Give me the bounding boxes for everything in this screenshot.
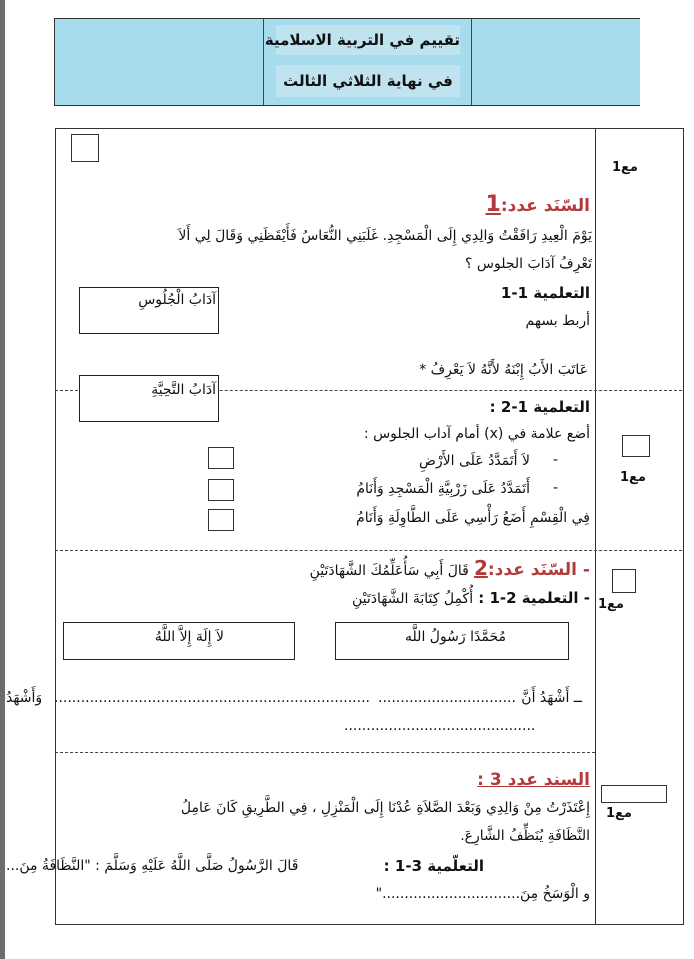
task3-1-title-text: التعلّمية 3-1 : xyxy=(383,857,484,875)
criterion-label-1: مع1 xyxy=(612,160,638,175)
shahada-box-god-label: لاَ إِلَهَ إِلاَّ اللَّهُ xyxy=(154,629,224,645)
option1-text: لاَ أَتَمَدَّدُ عَلَى الأَرْضِ xyxy=(418,453,530,469)
header-cell-right xyxy=(471,19,640,105)
option2-dash: - xyxy=(553,480,559,496)
score-box-4[interactable] xyxy=(601,785,667,803)
shahada-box-god xyxy=(63,622,295,660)
sanad2-heading: - السّنَد عدد:2 قَالَ أَبِي سَأُعَلِّمُكَ الشَّهَادَتَيْنِ xyxy=(309,556,590,580)
header-title-line2: في نهاية الثلاثي الثالث xyxy=(276,65,460,97)
task1-1-statement: عَاتَبَ الأَبُ إِبْنَهُ لأَنَّهُ لاَ يَعْرِفُ * xyxy=(419,362,588,378)
shahada-line1-dots-long[interactable]: ....................................................................... xyxy=(54,690,370,706)
option1-dash: - xyxy=(553,452,559,468)
score-box-1[interactable] xyxy=(71,134,99,162)
shahada-line1-end: وَأَشْهَدُ xyxy=(6,690,43,706)
match-box-greeting-manners[interactable] xyxy=(79,375,219,422)
shahada-box-messenger xyxy=(335,622,569,660)
sanad3-text-line2: النَّظَافَةِ يُنَظِّفُ الشَّارِعَ. xyxy=(460,828,590,844)
header-table xyxy=(54,18,640,106)
option2-checkbox[interactable] xyxy=(208,479,234,501)
header-title-line1: تقييم في التربية الاسلامية xyxy=(276,25,460,55)
sanad1-text-line1: يَوْمَ الْعِيدِ رَافَقْتُ وَالِدِي إِلَى الْمَسْجِدِ. غَلَبَنِي النُّعَاسُ فَأَيْقَظَنِي وَقَالَ لِي أَلاَ xyxy=(178,228,592,244)
option3-text: فِي الْقِسْمِ أَضَعُ رَأْسِي عَلَى الطَّاوِلَةِ وَأَنَامُ xyxy=(356,510,590,526)
task3-1-line2[interactable]: و الْوَسَخُ مِنَ..............................." xyxy=(375,886,590,902)
sanad2-label: السّنَد عدد: xyxy=(487,560,578,580)
shahada-box-messenger-label: مُحَمَّدًا رَسُولُ اللَّه xyxy=(405,629,506,645)
task2-1-heading: - التعلمية 2-1 : أُكْمِلُ كِتَابَةَ الشَّهَادَتَيْنِ xyxy=(352,589,590,607)
task3-1-text: قَالَ الرَّسُولُ صَلَّى اللَّهُ عَلَيْهِ وَسَلَّمَ : "النَّظَافَةُ مِنَ... xyxy=(6,858,299,874)
score-box-2[interactable] xyxy=(622,435,650,457)
task1-1-instruction: أربط بسهم xyxy=(525,313,590,329)
match-box-sitting-manners[interactable] xyxy=(79,287,219,334)
sanad2-text: قَالَ أَبِي سَأُعَلِّمُكَ الشَّهَادَتَيْنِ xyxy=(309,563,469,579)
sanad1-text-line2: تَعْرِفُ آدَابَ الجلوس ؟ xyxy=(464,256,592,272)
criterion-label-2: مع1 xyxy=(620,470,646,485)
separator-2 xyxy=(55,550,682,551)
shahada-line1-start-text: أَشْهَدُ أَنَّ xyxy=(521,690,570,706)
sanad1-heading xyxy=(486,192,590,217)
task1-2-title: التعلمية 1-2 : xyxy=(489,398,590,416)
option2-text: أَتَمَدَّدُ عَلَى زَرْبِيَّةِ الْمَسْجِدِ وَأَنَامُ xyxy=(356,481,530,497)
task2-1-title: التعلمية 2-1 : xyxy=(478,589,579,607)
shahada-line1-dots[interactable]: ............................... xyxy=(378,690,516,706)
criteria-column-divider xyxy=(595,128,596,924)
score-box-3[interactable] xyxy=(612,569,636,593)
option1-checkbox[interactable] xyxy=(208,447,234,469)
option3-checkbox[interactable] xyxy=(208,509,234,531)
sanad1-number: 1 xyxy=(485,192,501,217)
criterion-label-4: مع1 xyxy=(606,806,632,821)
sanad1-label: السّنَد عدد: xyxy=(500,196,590,216)
header-cell-title xyxy=(263,19,472,105)
sanad3-text-line1: إِعْتَذَرْتُ مِنْ وَالِدِي وَبَعْدَ الصَّلاَةِ عُدْنَا إِلَى الْمَنْزِلِ ، فِي الطَّرِيقِ كَانَ عَامِلُ xyxy=(180,800,590,816)
task1-1-title: التعلمية 1-1 xyxy=(500,284,590,302)
sanad3-label: السند عدد 3 : xyxy=(477,770,590,790)
shahada-line1-start: ــ أَشْهَدُ أَنَّ xyxy=(521,690,582,706)
criterion-label-3: مع1 xyxy=(598,597,624,612)
separator-3 xyxy=(55,752,595,753)
sanad2-number: 2 xyxy=(473,556,488,580)
task3-1-title xyxy=(384,856,484,875)
page-edge-bar xyxy=(0,0,5,959)
match-box-greeting-manners-label: آدَابُ التَّحِيَّةِ xyxy=(151,382,216,398)
task1-2-instruction: أضع علامة في (x) أمام آداب الجلوس : xyxy=(363,426,590,442)
match-box-sitting-manners-label: آدَابُ الْجُلُوسِ xyxy=(138,292,216,308)
task2-1-instruction: أُكْمِلُ كِتَابَةَ الشَّهَادَتَيْنِ xyxy=(352,591,474,607)
header-cell-left xyxy=(55,19,263,105)
shahada-line2-dots[interactable]: ........................................... xyxy=(344,718,536,734)
